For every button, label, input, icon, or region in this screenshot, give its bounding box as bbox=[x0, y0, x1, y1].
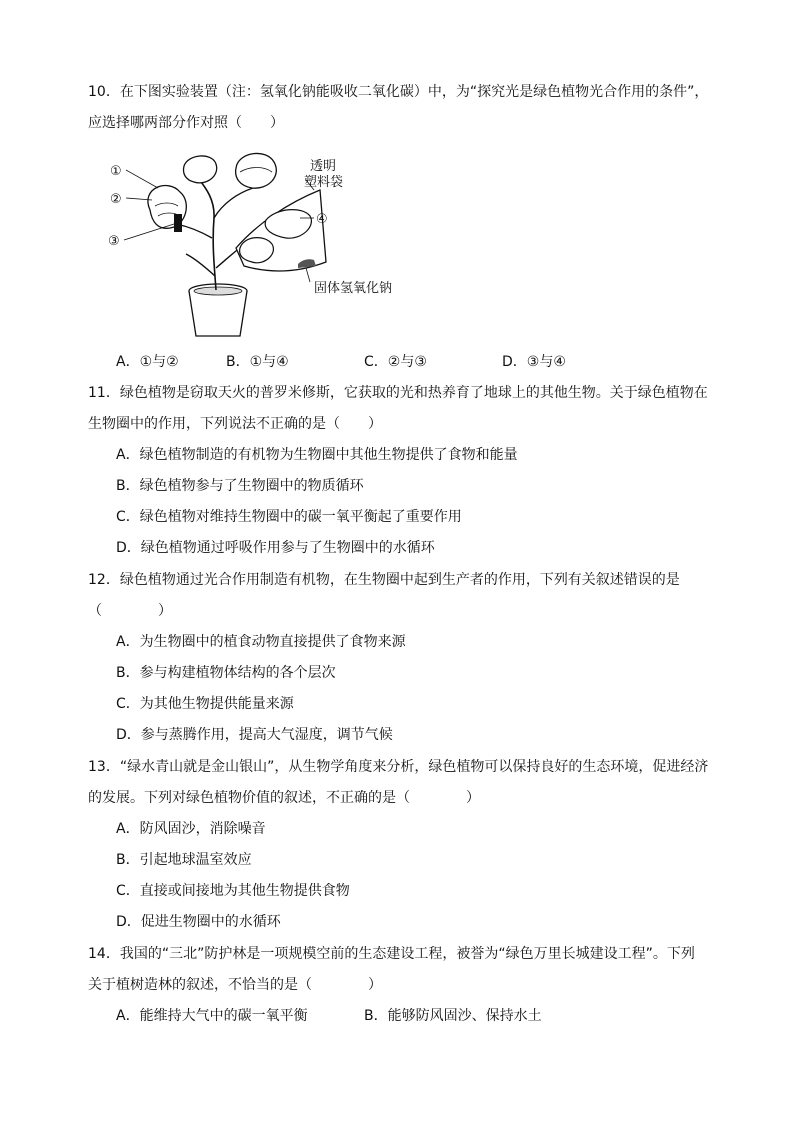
q11-option-a: A．绿色植物制造的有机物为生物圈中其他生物提供了食物和能量 bbox=[116, 447, 518, 463]
q10-stem-line1: 10．在下图实验装置（注：氢氧化钠能吸收二氧化碳）中，为“探究光是绿色植物光合作用的条件”， bbox=[88, 84, 709, 100]
label-2: ② bbox=[110, 192, 122, 207]
q10-stem-line2: 应选择哪两部分作对照（ ） bbox=[88, 115, 284, 131]
label-3: ③ bbox=[108, 234, 120, 249]
plant-experiment-diagram bbox=[88, 148, 428, 344]
q13-option-b: B．引起地球温室效应 bbox=[116, 852, 252, 868]
q10-option-d: D．③与④ bbox=[502, 354, 566, 370]
naoh-label: 固体氢氧化钠 bbox=[314, 281, 393, 296]
q13-stem-line1: 13．“绿水青山就是金山银山”，从生物学角度来分析，绿色植物可以保持良好的生态环境，促进经济 bbox=[88, 759, 709, 775]
q14-stem-line1: 14．我国的“三北”防护林是一项规模空前的生态建设工程，被誉为“绿色万里长城建设工程”。下列 bbox=[88, 946, 695, 962]
q14-option-b: B．能够防风固沙、保持水土 bbox=[364, 1008, 542, 1024]
q13-stem-line2: 的发展。下列对绿色植物价值的叙述，不正确的是（ ） bbox=[88, 790, 480, 806]
q11-stem-line2: 生物圈中的作用，下列说法不正确的是（ ） bbox=[88, 416, 382, 432]
q12-option-c: C．为其他生物提供能量来源 bbox=[116, 696, 294, 712]
label-1: ① bbox=[110, 164, 122, 179]
label-4: ④ bbox=[316, 212, 328, 227]
q11-option-c: C．绿色植物对维持生物圈中的碳一氧平衡起了重要作用 bbox=[116, 509, 462, 525]
q10-option-c: C．②与③ bbox=[364, 354, 427, 370]
q10-option-b: B．①与④ bbox=[226, 354, 289, 370]
q12-stem-line1: 12．绿色植物通过光合作用制造有机物，在生物圈中起到生产者的作用，下列有关叙述错误的是 bbox=[88, 572, 680, 588]
q12-option-b: B．参与构建植物体结构的各个层次 bbox=[116, 665, 336, 681]
q14-option-a: A．能维持大气中的碳一氧平衡 bbox=[116, 1008, 308, 1024]
bag-label-line1: 透明 bbox=[310, 159, 337, 174]
q12-option-a: A．为生物圈中的植食动物直接提供了食物来源 bbox=[116, 634, 406, 650]
q13-option-d: D．促进生物圈中的水循环 bbox=[116, 914, 281, 930]
bag-label-line2: 塑料袋 bbox=[304, 175, 344, 190]
q12-stem-line2: （ ） bbox=[88, 603, 172, 619]
q14-stem-line2: 关于植树造林的叙述，不恰当的是（ ） bbox=[88, 977, 382, 993]
q10-option-a: A．①与② bbox=[116, 354, 179, 370]
q11-option-b: B．绿色植物参与了生物圈中的物质循环 bbox=[116, 478, 364, 494]
q11-option-d: D．绿色植物通过呼吸作用参与了生物圈中的水循环 bbox=[116, 540, 435, 556]
q11-stem-line1: 11．绿色植物是窃取天火的普罗米修斯，它获取的光和热养育了地球上的其他生物。关于绿色植物在 bbox=[88, 385, 708, 401]
q13-option-a: A．防风固沙，消除噪音 bbox=[116, 821, 266, 837]
q13-option-c: C．直接或间接地为其他生物提供食物 bbox=[116, 883, 350, 899]
experiment-figure bbox=[88, 148, 428, 344]
q12-option-d: D．参与蒸腾作用，提高大气湿度，调节气候 bbox=[116, 727, 393, 743]
